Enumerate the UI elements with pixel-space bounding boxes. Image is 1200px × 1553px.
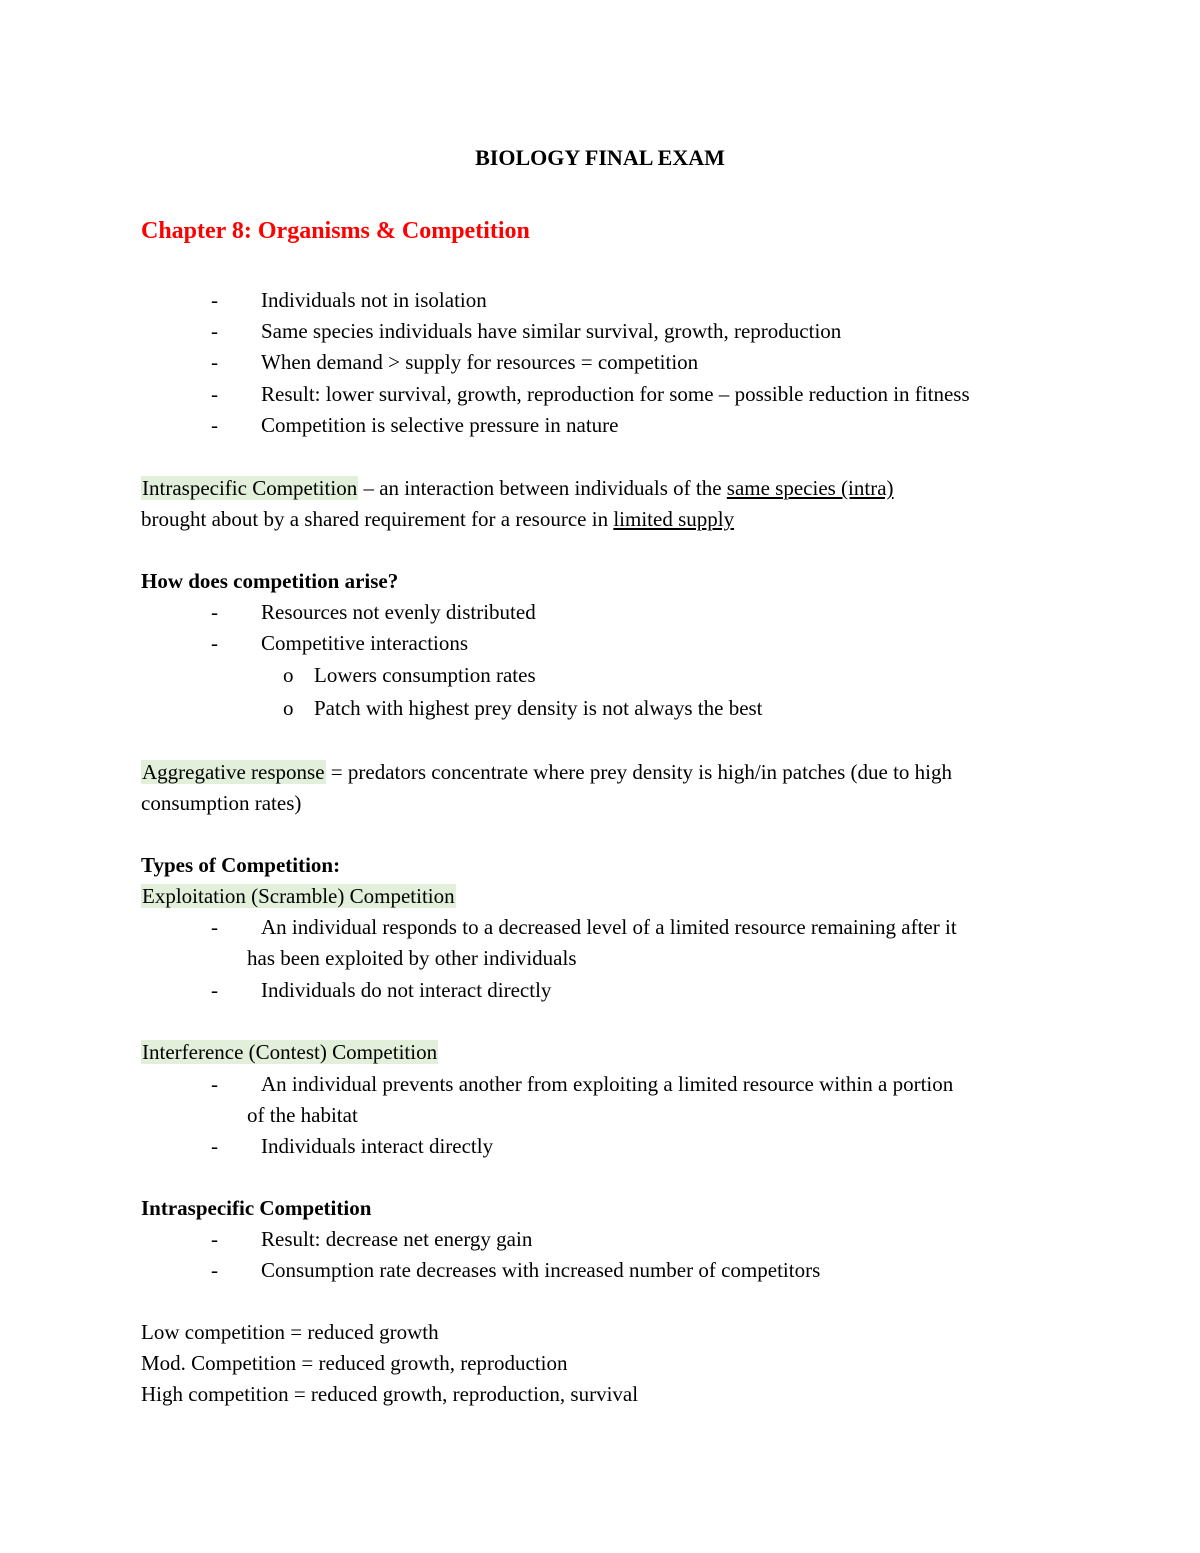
bullet-dash: - [211, 600, 218, 624]
highlighted-term: Intraspecific Competition [142, 476, 358, 500]
sub-bullet-marker: o [283, 663, 294, 687]
bullet-dash: - [211, 631, 218, 655]
sub-list-item: Lowers consumption rates [314, 663, 536, 687]
bullet-dash: - [211, 288, 218, 312]
underlined-text: limited supply [613, 507, 735, 531]
list-item: Competitive interactions [261, 631, 469, 655]
aggregative-definition-cont: consumption rates) [141, 791, 302, 815]
bullet-dash: - [211, 1258, 218, 1282]
section-heading: Intraspecific Competition [141, 1196, 372, 1220]
list-item: An individual prevents another from exploiting a limited resource within a portion [261, 1072, 954, 1096]
section-heading: How does competition arise? [141, 569, 399, 593]
bullet-dash: - [211, 1227, 218, 1251]
list-item: When demand > supply for resources = competition [261, 350, 699, 374]
bullet-dash: - [211, 1134, 218, 1158]
definition-text: – an interaction between individuals of the [358, 476, 727, 500]
intraspecific-definition [141, 475, 894, 501]
competition-level: High competition = reduced growth, reproduction, survival [141, 1382, 639, 1406]
list-item: Individuals do not interact directly [261, 978, 552, 1002]
aggregative-definition [141, 759, 952, 785]
list-item: Result: lower survival, growth, reproduction for some – possible reduction in fitness [261, 382, 970, 406]
definition-text: brought about by a shared requirement for a resource in [141, 507, 614, 531]
bullet-dash: - [211, 350, 218, 374]
list-item: Individuals not in isolation [261, 288, 487, 312]
list-item: An individual responds to a decreased level of a limited resource remaining after it [261, 915, 957, 939]
list-item-continuation: has been exploited by other individuals [247, 946, 577, 970]
bullet-dash: - [211, 978, 218, 1002]
highlighted-term: Exploitation (Scramble) Competition [142, 884, 455, 908]
section-heading: Types of Competition: [141, 853, 341, 877]
bullet-dash: - [211, 1072, 218, 1096]
underlined-text: same species (intra) [726, 476, 894, 500]
list-item: Result: decrease net energy gain [261, 1227, 533, 1251]
list-item: Resources not evenly distributed [261, 600, 536, 624]
bullet-dash: - [211, 319, 218, 343]
highlighted-term: Aggregative response [142, 760, 325, 784]
chapter-heading: Chapter 8: Organisms & Competition [141, 218, 530, 244]
intraspecific-definition-cont [141, 506, 734, 532]
definition-text: = predators concentrate where prey density is high/in patches (due to high [325, 760, 953, 784]
list-item: Individuals interact directly [261, 1134, 494, 1158]
interference-term-line [141, 1039, 438, 1065]
list-item: Same species individuals have similar survival, growth, reproduction [261, 319, 842, 343]
sub-list-item: Patch with highest prey density is not always the best [314, 696, 763, 720]
highlighted-term: Interference (Contest) Competition [142, 1040, 438, 1064]
sub-bullet-marker: o [283, 696, 294, 720]
bullet-dash: - [211, 382, 218, 406]
list-item: Consumption rate decreases with increased number of competitors [261, 1258, 821, 1282]
bullet-dash: - [211, 915, 218, 939]
list-item-continuation: of the habitat [247, 1103, 358, 1127]
competition-level: Mod. Competition = reduced growth, reproduction [141, 1351, 568, 1375]
bullet-dash: - [211, 413, 218, 437]
competition-level: Low competition = reduced growth [141, 1320, 439, 1344]
list-item: Competition is selective pressure in nature [261, 413, 619, 437]
exploitation-term-line [141, 883, 456, 909]
page-title: BIOLOGY FINAL EXAM [475, 145, 725, 170]
